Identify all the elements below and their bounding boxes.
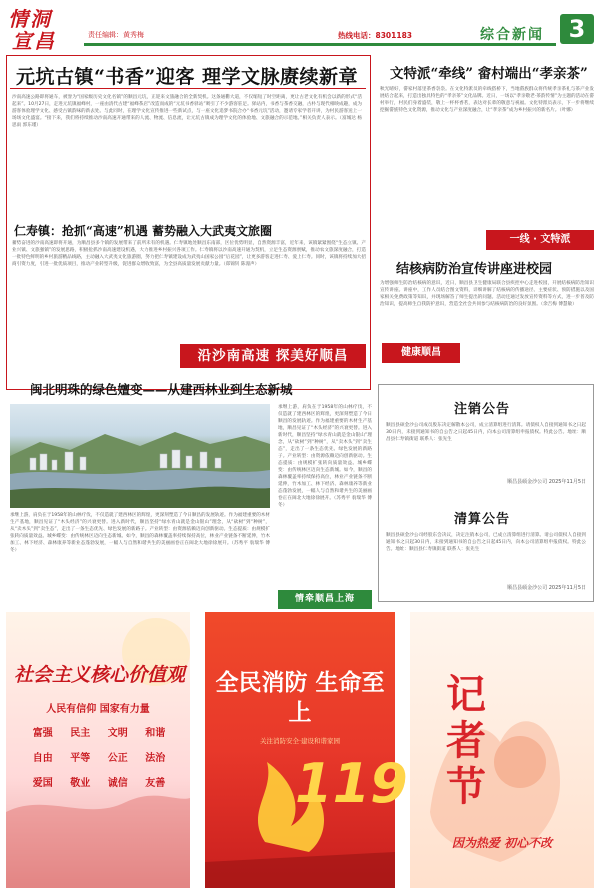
- article2-body: 蓄势奋进的沙南高速即将开通，为顺昌县多个镇的发展带来了前所未有的机遇。仁寿镇地处顺昌东南部，区位优势明显，自然资源丰富，近年来，该镇紧紧围绕“生态立镇、产业兴镇、文旅强镇”的发展思路，积极抢抓沙南高速建设机遇，大力推进乡村振兴各项工作。仁寿镇将以沙南高速开通为契机，立足生态资源禀赋，推动农文旅深度融合，打造一批特色鲜明的乡村旅游精品线路，主动融入大武夷文化旅游圈，努力把仁寿镇建设成为武夷山国家公园“后花园”，让更多游客走进仁寿、爱上仁寿。同时，该镇将持续加大招商引资力度，引进一批优质项目，推动产业转型升级，促进群众增收致富，为全县高质量发展贡献力量。（郑锦钊 陈漫声）: [12, 241, 366, 267]
- article5-headline: 闽北明珠的绿色嬗变——从建西林业到生态新城: [30, 382, 293, 397]
- shanghai-banner: 情牵顺昌上海: [278, 590, 372, 609]
- liquidation-notice-sign: 顺昌县硕金沙公司 2025年11月5日: [507, 585, 586, 591]
- value-item: 平等: [70, 753, 91, 764]
- value-item: 和谐: [145, 728, 166, 739]
- value-item: 爱国: [32, 778, 53, 789]
- editor-line: 责任编辑：黄秀梅: [88, 31, 144, 39]
- value-item: 富强: [32, 728, 53, 739]
- section-title: 综合新闻: [480, 27, 544, 43]
- journalists-day-slogan: 因为热爱 初心不改: [451, 836, 553, 850]
- value-item: 文明: [107, 728, 128, 739]
- article3-body: 秋光晴好，畲家村落里茶香袅袅。在文化特派员的牵线搭桥下，当地畲族群众将传统孝亲茶礼与茶产业发展结合起来，打造出独具特色的“孝亲茶”文化品牌。近日，一场以“孝亲敬老·茶韵传情”为主题的活动在畲村举行，村民们身着盛装，敬上一杯杯香茗，表达对长辈的敬意与祝福。文化特派员表示，下一步将继续挖掘畲族特色文化资源，推动文化与产业深度融合，让“孝亲茶”成为乡村振兴的新名片。（叶娜）: [380, 87, 594, 113]
- hotline: 热线电话：8301183: [338, 31, 413, 40]
- journalists-day-title: 记者节: [446, 672, 490, 810]
- core-values-subtitle: 人民有信仰 国家有力量: [46, 704, 150, 715]
- article5-body-right: 承继上游，肩负在于1958年的山林疗伐，不仅造就了建西林区的辉煌，更深刻塑造了今日顺昌的发展轨迹。作为福建重要的木材生产基地，顺昌见证了“木头经济”的兴衰更替。进入新时代，顺昌坚持“绿水青山就是金山银山”理念，从“砍树”到“种树”，从“卖木头”到“卖生态”，走出了一条生态优先、绿色发展的新路子。产业转型：由资源依赖迈向创新驱动。生态提质：由规模扩张转向质量效益。城乡蝶变：由传统林区迈向生态新城。如今，顺昌的森林覆盖率持续保持高位，林业产业链条不断延伸，竹木加工、林下经济、森林康养等新业态蓬勃发展，一幅人与自然和谐共生的美丽画卷正在闽北大地徐徐展开。（苏秀平 翁瑞华 傅冬）: [278, 405, 372, 508]
- value-item: 法治: [145, 753, 166, 764]
- journalists-day-poster: [410, 612, 594, 888]
- city-landscape-photo: [10, 404, 270, 508]
- value-item: 友善: [145, 778, 166, 789]
- core-values-title: 社会主义核心价值观: [14, 664, 186, 686]
- value-item: 公正: [107, 753, 128, 764]
- logo-line2: 宣昌: [12, 29, 56, 53]
- value-item: 敬业: [70, 778, 91, 789]
- headline-rule: [10, 88, 366, 89]
- header-rule: [84, 43, 556, 46]
- article3-headline: 文特派“牵线” 畲村端出“孝亲茶”: [390, 66, 588, 82]
- fire-safety-subtitle: 关注消防安全·建设和谐家园: [259, 737, 341, 745]
- value-item: 民主: [70, 728, 91, 739]
- core-values-grid: [24, 724, 174, 789]
- article5-body-left: 承继上游，肩负在于1958年的山林疗伐，不仅造就了建西林区的辉煌，更深刻塑造了今日顺昌的发展轨迹。作为福建重要的木材生产基地，顺昌见证了“木头经济”的兴衰更替。进入新时代，顺昌坚持“绿水青山就是金山银山”理念，从“砍树”到“种树”，从“卖木头”到“卖生态”，走出了一条生态优先、绿色发展的新路子。产业转型：由资源依赖迈向创新驱动。生态提质：由规模扩张转向质量效益。城乡蝶变：由传统林区迈向生态新城。如今，顺昌的森林覆盖率持续保持高位，林业产业链条不断延伸，竹木加工、林下经济、森林康养等新业态蓬勃发展，一幅人与自然和谐共生的美丽画卷正在闽北大地徐徐展开。（苏秀平 翁瑞华 傅冬）: [10, 513, 270, 553]
- core-values-poster: [6, 612, 190, 888]
- article1-body: 沙南高速公路即将通车，被誉为“国家级历史文化名镇”的顺昌元坑，正迎来文旅融合的全新契机。这条通衢大道，不仅缩短了时空距离，更让古老文化有机会以新的形式“活起来”。10月27日，走进元坑镇福峰村，一座由清代古建“福峰茶店”改造而成的“元坑书香驿站”吸引了不少游客驻足。驿站内，书香与茶香交融，古朴与现代相映成趣，成为游客体验理学文化、感受古镇韵味的新去处。与此同时，在理学文化宣传推进一些新试点，与一座文化追梦书院合办“书香元坑”活动，邀请专家学者开讲，为村民游客送上一场场文化盛宴。“接下来，我们将持续推动沙南高速开通带来的人流、物流、信息流，让元坑古镇成为理学文化的体验地、文旅融合的示范地。”相关负责人表示。（富城达 杨思雨 郭东瑾）: [12, 95, 362, 128]
- logo-line1: 情洞: [8, 7, 52, 31]
- newspaper-logo: [8, 3, 74, 53]
- highway-banner: 沿沙南高速 探美好顺昌: [180, 344, 366, 368]
- landscape-illustration: [10, 404, 270, 508]
- fire-safety-art: [205, 612, 395, 888]
- health-banner: 健康顺昌: [382, 343, 460, 363]
- value-item: 自由: [32, 753, 53, 764]
- deregistration-notice-title: 注销公告: [454, 402, 511, 417]
- deregistration-notice-sign: 顺昌县硕金沙公司 2025年11月5日: [507, 479, 586, 485]
- value-item: 诚信: [107, 778, 128, 789]
- article1-headline: 元坑古镇“书香”迎客 理学文脉赓续新章: [16, 66, 358, 88]
- article4-headline: 结核病防治宣传讲座进校园: [396, 262, 553, 277]
- article2-headline: 仁寿镇：抢抓“高速”机遇 蓄势融入大武夷文旅圈: [14, 224, 272, 238]
- article4-body: 为增强师生防治结核病的意识，近日，顺昌县卫生健康局联合县疾控中心走进校园，开展结核病防治知识宣传讲座。讲座中，工作人员结合图文资料，详细讲解了结核病的传播途径、主要症状、预防措施以及国家相关免费政策等知识，并现场解答了师生提出的问题。活动还通过发放宣传资料等方式，进一步普及防治知识，提高师生自我防护意识，营造全社会共同参与结核病防治的良好氛围。（余吉梅 傅慧敏）: [380, 281, 594, 307]
- liquidation-notice-body: 顺昌县硕金沙公司经股东会决议，决定注销本公司，已成立清算组进行清算。请公司债权人自接到通知书之日起30日内，未接到通知书的自公告之日起45日内，向本公司清算组申报债权。特此公告。地址：顺昌县仁寿镇街道 联系人：张先生: [386, 533, 586, 552]
- culture-envoy-banner: 一线 · 文特派: [486, 230, 594, 250]
- deregistration-notice-body: 顺昌县硕金沙公司成员股东决定解散本公司，成立清算组进行清算。请债权人自接到通知书之日起30日内，未接到通知书的自公告之日起45日内，向本公司清算组申报债权。特此公告。地址：顺昌县仁寿镇街道 联系人：张先生: [386, 423, 586, 442]
- page-number: 3: [560, 14, 594, 44]
- liquidation-notice-title: 清算公告: [454, 512, 511, 527]
- fire-number-119: 119: [295, 752, 408, 815]
- fire-safety-poster: [205, 612, 408, 888]
- masthead: [0, 0, 600, 53]
- fire-safety-title: 全民消防 生命至上: [215, 670, 385, 726]
